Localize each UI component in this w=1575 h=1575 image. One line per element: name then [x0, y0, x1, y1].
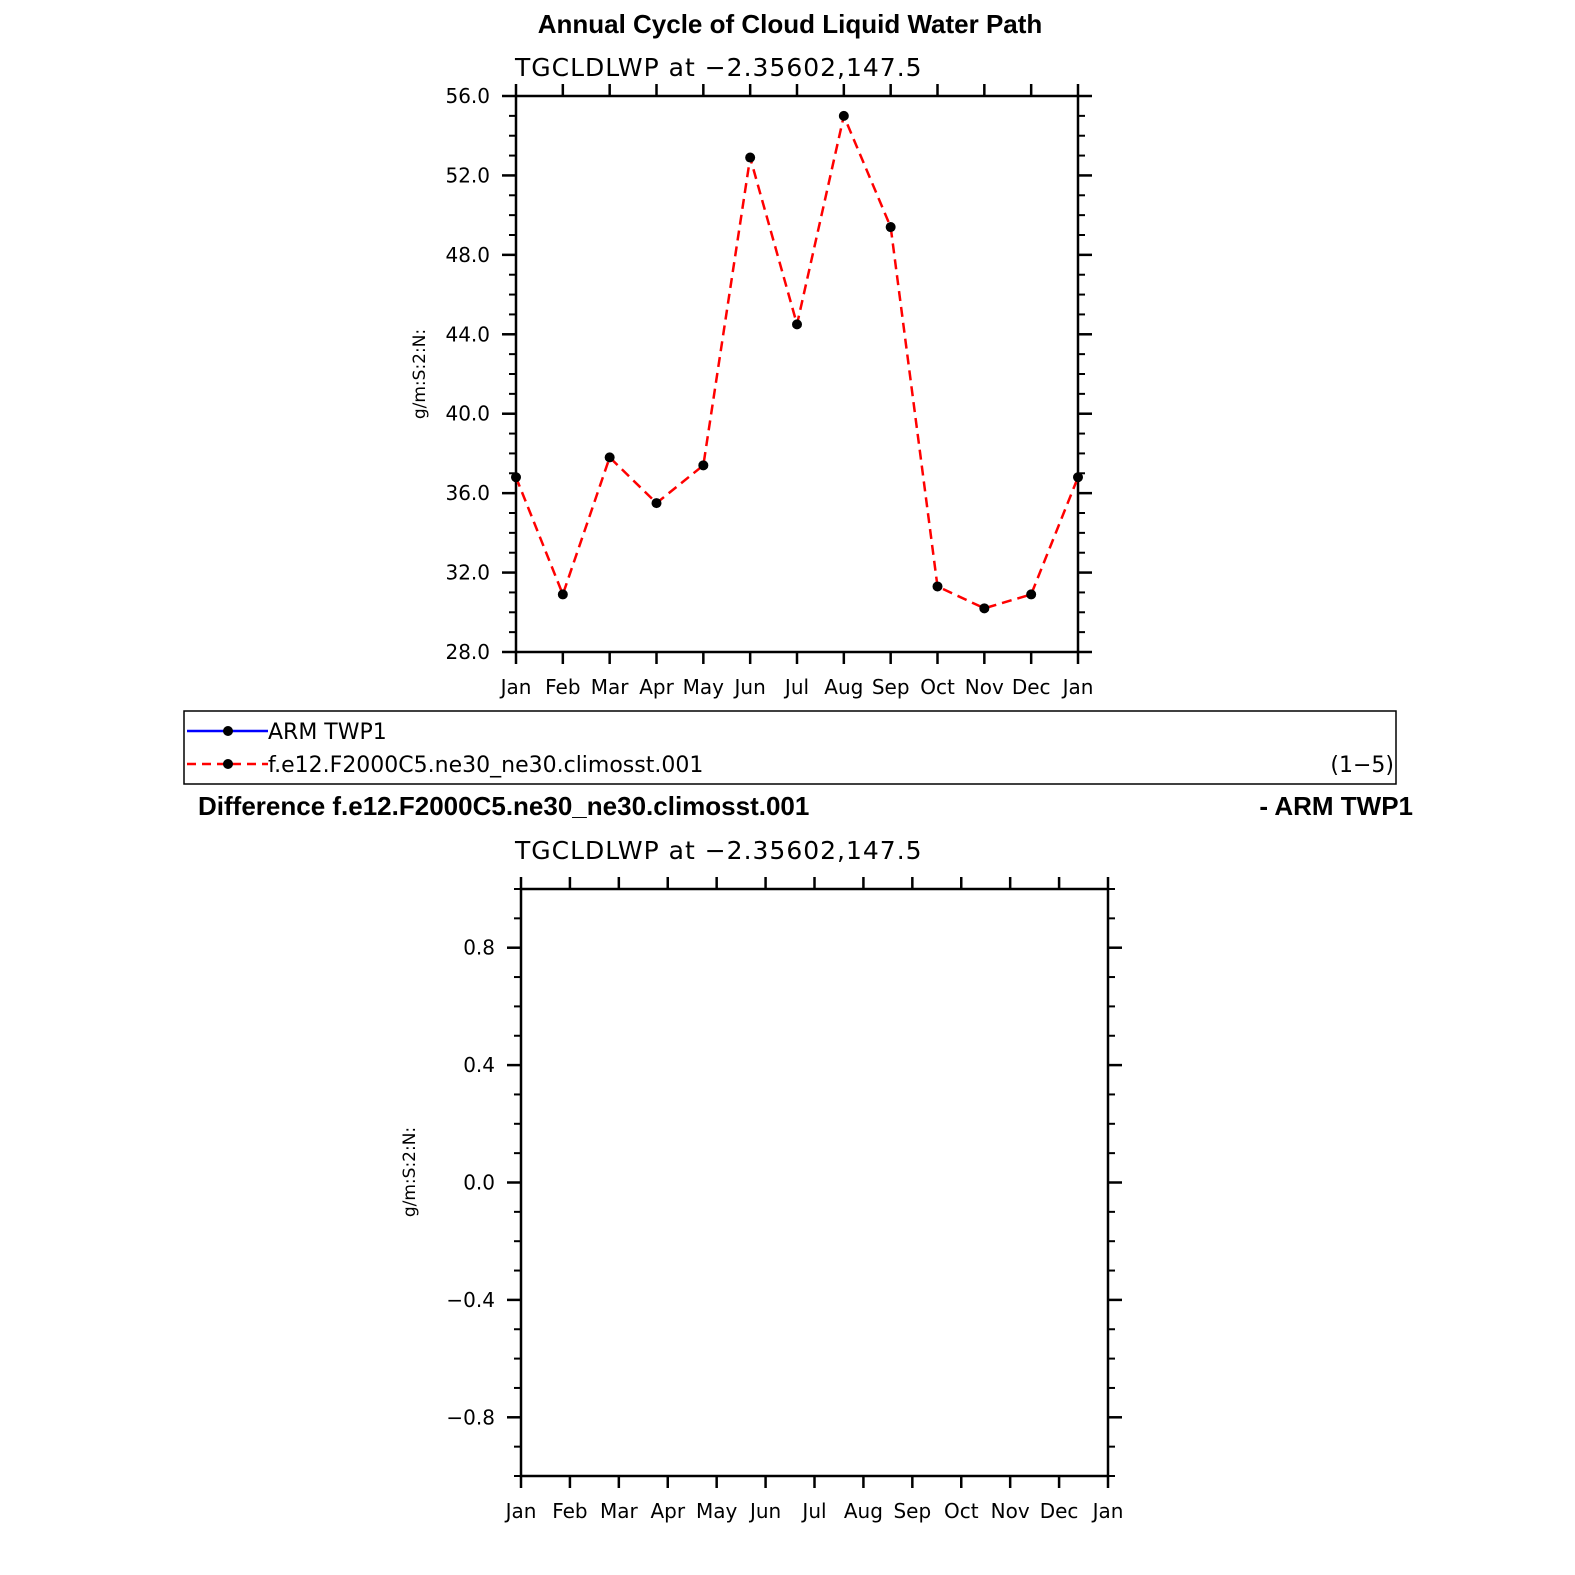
- x-tick-label: Jun: [749, 1499, 782, 1523]
- top-chart: [445, 84, 1093, 699]
- y-tick-label: −0.4: [446, 1287, 495, 1312]
- x-tick-label: Dec: [1011, 675, 1051, 699]
- x-tick-label: Jul: [802, 1499, 827, 1523]
- series-point: [933, 581, 943, 591]
- x-tick-label: Jan: [1062, 675, 1094, 699]
- plot-frame: [516, 96, 1078, 652]
- series-point: [511, 472, 521, 482]
- series-point: [886, 222, 896, 232]
- y-tick-label: 48.0: [445, 242, 490, 267]
- x-tick-label: Apr: [639, 675, 674, 699]
- y-tick-label: −0.8: [446, 1405, 495, 1430]
- top-chart-subtitle: TGCLDLWP at −2.35602,147.5: [515, 53, 923, 82]
- y-tick-label: 44.0: [445, 322, 490, 347]
- series-point: [839, 111, 849, 121]
- bottom-chart-subtitle: TGCLDLWP at −2.35602,147.5: [515, 836, 923, 865]
- x-tick-label: Apr: [650, 1499, 686, 1523]
- legend: [184, 711, 1396, 784]
- legend-label-arm: ARM TWP1: [268, 720, 387, 745]
- top-y-axis-label: g/m:S:2:N:: [410, 328, 430, 420]
- series-point: [558, 589, 568, 599]
- y-tick-label: 56.0: [445, 84, 490, 108]
- y-tick-label: 40.0: [445, 401, 490, 426]
- x-tick-label: May: [695, 1499, 738, 1523]
- x-tick-label: Jan: [1092, 1499, 1124, 1523]
- y-tick-label: 0.4: [463, 1053, 495, 1078]
- y-tick-label: 32.0: [445, 560, 490, 585]
- x-tick-label: Nov: [990, 1499, 1030, 1523]
- legend-marker-model: [223, 759, 233, 769]
- difference-title-right: - ARM TWP1: [1259, 791, 1413, 821]
- x-tick-label: Nov: [964, 675, 1004, 699]
- series-point: [652, 498, 662, 508]
- x-tick-label: Jan: [505, 1499, 537, 1523]
- x-tick-label: Oct: [920, 675, 955, 699]
- x-tick-label: Sep: [893, 1499, 932, 1523]
- legend-note: (1−5): [1330, 753, 1394, 778]
- y-tick-label: 0.8: [463, 935, 495, 960]
- series-point: [745, 153, 755, 163]
- y-tick-label: 36.0: [445, 481, 490, 506]
- x-tick-label: Jul: [784, 675, 810, 699]
- legend-label-model: f.e12.F2000C5.ne30_ne30.climosst.001: [268, 753, 704, 778]
- y-tick-label: 28.0: [445, 640, 490, 664]
- series-point: [698, 460, 708, 470]
- x-tick-label: Mar: [599, 1499, 638, 1523]
- x-tick-label: Feb: [545, 675, 581, 699]
- x-tick-label: Oct: [943, 1499, 979, 1523]
- series-point: [605, 452, 615, 462]
- series-line: [516, 116, 1078, 608]
- plot-frame: [521, 889, 1108, 1476]
- x-tick-label: Mar: [590, 675, 629, 699]
- y-tick-label: 52.0: [445, 163, 490, 188]
- series-point: [1026, 589, 1036, 599]
- chart-title: Annual Cycle of Cloud Liquid Water Path: [537, 9, 1043, 39]
- bottom-y-axis-label: g/m:S:2:N:: [400, 1126, 420, 1218]
- series-point: [979, 603, 989, 613]
- x-tick-label: Sep: [871, 675, 910, 699]
- legend-marker-arm: [223, 726, 233, 736]
- y-tick-label: 0.0: [463, 1170, 495, 1195]
- x-tick-label: Aug: [824, 675, 864, 699]
- series-point: [1073, 472, 1083, 482]
- x-tick-label: Aug: [843, 1499, 883, 1523]
- series-point: [792, 319, 802, 329]
- x-tick-label: May: [682, 675, 725, 699]
- x-tick-label: Jan: [500, 675, 532, 699]
- x-tick-label: Feb: [552, 1499, 588, 1523]
- x-tick-label: Dec: [1039, 1499, 1079, 1523]
- x-tick-label: Jun: [734, 675, 766, 699]
- difference-title: Difference f.e12.F2000C5.ne30_ne30.climosst.001: [198, 791, 810, 821]
- bottom-chart: [446, 877, 1123, 1523]
